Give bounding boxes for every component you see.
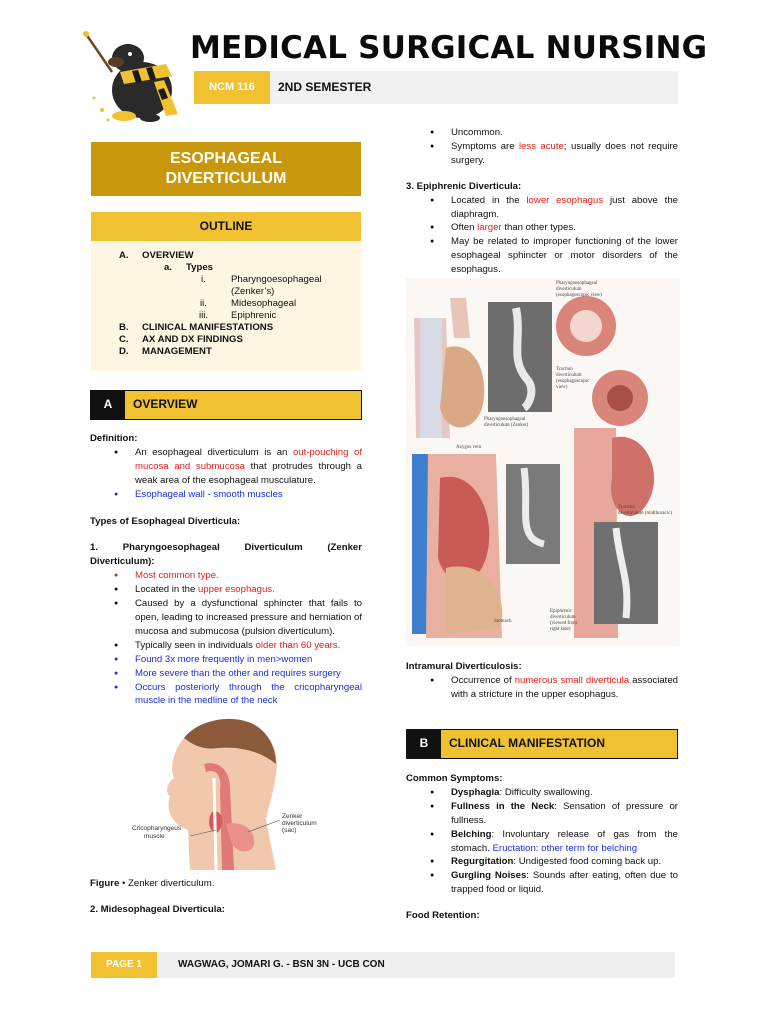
outline-list xyxy=(91,241,361,371)
list-item: ● An esophageal diverticulum is an out-pouching of mucosa and submucosa that protrudes through a weak area of the esophageal musculature. xyxy=(90,446,362,488)
outline-item: MANAGEMENT xyxy=(142,346,212,357)
topic-title-line2: DIVERTICULUM xyxy=(165,170,287,187)
list-item: ● Gurgling Noises: Sounds after eating, often due to trapped food or liquid. xyxy=(406,869,678,897)
outline-item: A. xyxy=(119,250,129,261)
figure-label-sac: Zenker diverticulum (sac) xyxy=(282,813,317,834)
outline-item: AX AND DX FINDINGS xyxy=(142,334,243,345)
symptoms-list xyxy=(406,786,678,897)
type1-heading: 1. Pharyngoesophageal Diverticulum (Zenker Diverticulum): xyxy=(90,542,362,568)
plate-label-traction-midthoracic: Traction diverticulum (midthoracic) xyxy=(618,505,673,516)
semester-label: 2ND SEMESTER xyxy=(278,79,372,94)
topic-title-line1: ESOPHAGEAL xyxy=(169,150,282,167)
topic-title xyxy=(91,142,361,196)
document-title: MEDICAL SURGICAL NURSING xyxy=(190,30,708,66)
outline-item: C. xyxy=(119,334,129,345)
list-item: ● Belching: Involuntary release of gas from the stomach. Eructation: other term for belching xyxy=(406,828,678,856)
outline-item: B. xyxy=(119,322,129,333)
outline-item: Types xyxy=(186,262,214,273)
plate-label-pharyngoesophageal-endoscopic: Pharyngoesophageal diverticulum (esophagoscopic view) xyxy=(556,281,602,298)
outline-item: Midesophageal xyxy=(231,298,297,309)
list-item: ● May be related to improper functioning of the lower esophageal sphincter or motor disorders of the esophagus. xyxy=(406,235,678,277)
list-item: ● Located in the lower esophagus just above the diaphragm. xyxy=(406,194,678,222)
outline-item: D. xyxy=(119,346,129,357)
list-item: ● Fullness in the Neck: Sensation of pressure or fullness. xyxy=(406,800,678,828)
food-retention-label: Food Retention: xyxy=(406,910,480,922)
list-item: ● Most common type. xyxy=(90,569,362,583)
outline-item: a. xyxy=(164,262,173,273)
intramural-section xyxy=(406,660,678,702)
outline-item: iii. xyxy=(199,310,209,321)
diverticula-anatomy-plate xyxy=(406,278,680,646)
section-b-body xyxy=(406,772,678,923)
outline-item: ii. xyxy=(200,298,207,309)
type3-list xyxy=(406,194,678,277)
outline-heading: OUTLINE xyxy=(91,212,361,241)
figure-caption: Figure • Zenker diverticulum. xyxy=(90,878,215,889)
section-b-letter: B xyxy=(407,730,441,758)
section-a-header xyxy=(90,390,362,420)
plate-label-stomach: Stomach xyxy=(494,619,512,624)
outline-item: i. xyxy=(201,274,206,285)
section-b-header xyxy=(406,729,678,759)
plate-label-epiphrenic: Epiphrenic diverticulum (viewed from right side) xyxy=(550,609,578,632)
list-item: ● Often larger than other types. xyxy=(406,221,678,235)
list-item: ● Dysphagia: Difficulty swallowing. xyxy=(406,786,678,800)
list-item: ● Uncommon. xyxy=(406,126,678,140)
course-code-badge: NCM 116 xyxy=(194,71,270,104)
outline-item: CLINICAL MANIFESTATIONS xyxy=(142,322,274,333)
section-a-letter: A xyxy=(91,391,125,419)
plate-label-traction-endoscopic: Traction diverticulum (esophagoscopic view) xyxy=(556,367,590,390)
list-item: ● Occurrence of numerous small diverticula associated with a stricture in the upper esophagus. xyxy=(406,674,678,702)
list-item: ● Regurgitation: Undigested food coming back up. xyxy=(406,855,678,869)
list-item: ● Symptoms are less acute; usually does not require surgery. xyxy=(406,140,678,168)
list-item: ● Occurs posteriorly through the cricopharyngeal muscle in the medline of the neck xyxy=(90,681,362,709)
types-label: Types of Esophageal Diverticula: xyxy=(90,515,241,527)
list-item: ● Found 3x more frequently in men>women xyxy=(90,653,362,667)
figure-label-muscle: Cricopharyngeus muscle xyxy=(132,825,182,840)
list-item: ● Esophageal wall - smooth muscles xyxy=(90,488,362,502)
definition-list xyxy=(90,446,362,502)
type1-list xyxy=(90,569,362,708)
plate-label-azygos-vein: Azygos vein xyxy=(456,445,482,450)
definition-label: Definition: xyxy=(90,433,138,444)
plate-label-zenker: Pharyngoesophageal diverticulum (Zenker) xyxy=(484,417,529,428)
section-a-title: OVERVIEW xyxy=(133,397,198,412)
outline-item: (Zenker’s) xyxy=(231,286,275,297)
intramural-list xyxy=(406,674,678,702)
intramural-heading: Intramural Diverticulosis: xyxy=(406,661,522,672)
mascot-logo xyxy=(80,24,190,124)
midesophageal-list xyxy=(406,126,678,277)
outline-item: Pharyngoesophageal xyxy=(231,274,322,285)
list-item: ● Caused by a dysfunctional sphincter that fails to open, leading to increased pressure and herniation of mucosa and submucosa (pulsion diverticulum). xyxy=(90,597,362,639)
type2-heading: 2. Midesophageal Diverticula: xyxy=(90,904,225,915)
section-b-title: CLINICAL MANIFESTATION xyxy=(449,736,605,751)
common-symptoms-label: Common Symptoms: xyxy=(406,773,503,784)
list-item: ● Located in the upper esophagus. xyxy=(90,583,362,597)
page-number-badge: PAGE 1 xyxy=(91,952,157,978)
footer-author: WAGWAG, JOMARI G. - BSN 3N - UCB CON xyxy=(178,958,385,970)
outline-item: OVERVIEW xyxy=(142,250,194,261)
list-item: ● More severe than the other and requires surgery xyxy=(90,667,362,681)
zenker-figure xyxy=(130,712,330,870)
outline-item: Epiphrenic xyxy=(231,310,277,321)
section-a-body xyxy=(90,432,362,708)
list-item: ● Typically seen in individuals older than 60 years. xyxy=(90,639,362,653)
type3-heading: 3. Epiphrenic Diverticula: xyxy=(406,180,522,192)
